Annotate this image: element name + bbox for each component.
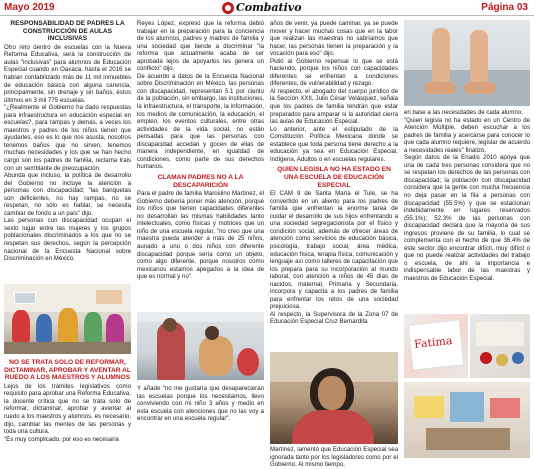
brand-name: Combativo	[236, 1, 302, 14]
column-1-top	[4, 20, 131, 263]
therapy-photo	[137, 312, 264, 380]
craft-word: Fatima	[413, 334, 453, 351]
column-3-top	[270, 20, 398, 326]
paragraph: Al respecto, la Supervisora de la Zona 07 de Educación Especial Cruz Bernardita	[270, 310, 398, 326]
craft-supplies-photo	[470, 314, 530, 378]
paragraph: Lejos de los trámites legislativos como requisito para aprobar una Reforma Educativa, la docente crítica que no se trata solo de reformar, dictaminar, aprobar y aventar al ruedo a los maestros y alumnos, es necesario, dijo, cambiar las mentes de las personas y toda una cultura.	[4, 382, 131, 436]
paragraph: Según datos de la Enadis 2010 apoya que una de cada tres personas considera que no se respetan los derechos de las personas con discapacidad; la población con discapacidad considera que la gente con mucha frecuencia no deja pasar en la fila a personas con discapacidad (55.5%) y que se estacionan indebidamente en lugares reservados (55.1%); 52.3% de las personas con discapacidad declara que la mayoría de sus ingresos proviene de su familia, lo cual se complementa con el hecho de que 36.4% de este sector dijo encontrar difícil, muy difícil o que no puede realizar actividades del trabajo o escuela, de ahí la importancia e indispensable labor de las maestras y maestros de Educación Especial.	[404, 154, 530, 283]
section-heading: NO SE TRATA SOLO DE REFORMAR, DICTAMINAR, APROBAR Y AVENTAR AL RUEDO A LOS MAESTROS Y ALUMNOS	[4, 359, 131, 382]
paragraph: Al respecto, el abogado del cuerpo jurídico de la Sección XXII, Julio César Velásquez, señala que los padres de familia tendrán que estar preparados para amparar si la autoridad cierra las aulas de Educación Especial.	[270, 87, 398, 126]
craft-name-photo	[404, 314, 468, 378]
page-number: Página 03	[481, 2, 528, 13]
paragraph: "Quien legisla no ha estado en un Centro de Atención Múltiple, deben escuchar a los padres de familia y acercarse para conocer lo que cada alumno requiere, legislar de acuerdo a necesidades reales" finalizó.	[404, 116, 530, 154]
section-heading: RESPONSABILIDAD DE PADRES LA CONSTRUCCIÓN DE AULAS INCLUSIVAS	[10, 20, 125, 43]
paragraph: Y añade "no me gustaría que desaparecieran las escuelas porque los necesitamos, llevo conviviendo con mi niño 3 años y medio en esta escuela con atenciones que no las voy a encontrar en una escuela regular".	[137, 385, 264, 423]
logo-mark-icon	[222, 2, 234, 14]
column-4	[404, 109, 530, 283]
feet-photo	[404, 20, 530, 106]
page-header	[0, 0, 534, 16]
paragraph: Para el padre de familia Marcelino Martínez, el Gobierno debería poner más atención, porque los niños que tienen capacidades diferentes no desarrollan las mismas habilidades tanto intelectuales, como físicas y motrices que un niño de una escuela regular, "no creo que una maestra pueda atender a más de 25 niños, aunado a uno o dos niños con diferente discapacidad porque sería como un objeto, como algo diferente, porque nosotros como mexicanos estamos apegados a la idea de que es normal y no".	[137, 190, 264, 281]
paragraph: años de venir, ya puede caminar, ya se puede mover y hacer muchas cosas que en la labor que realizan las maestras no sabríamos que hacer, las personas tienen la preparación y la vocación para eso" dijo.	[270, 20, 398, 58]
section-heading: CLAMAN PADRES NO A LA DESCAPARICIÓN	[157, 173, 244, 189]
paragraph: Las personas con discapacidad ocupan el sexto lugar entre las mujeres y los grupos poblacionales discriminados a los que no se respetan sus derechos, según la percepción nacional de la Encuesta Nacional sobre Discriminación en México.	[4, 217, 131, 263]
section-heading: QUIEN LEGISLA NO HA ESTADO EN UNA ESCUELA DE EDUCACIÓN ESPECIAL	[277, 166, 391, 189]
paragraph: en base a las necesidades de cada alumno.	[404, 109, 523, 116]
classroom-activity-photo	[404, 382, 530, 458]
classroom-photo	[4, 284, 131, 354]
column-1-bottom	[4, 359, 131, 443]
paragraph: El CAM 9 de Santa María el Tule, se ha convertido en un aliento para los padres de familia que enfrentan la enorme tarea de cuidar el desarrollo de sus hijos enfrentando a una sociedad segregacionista por el físico y condición social, además de ofrecer áreas de atención como servicios de educación básica, psicología, trabajo social, área médica, educación física, terapia física, comunicación y lenguaje así como talleres de capacitación que los prepara para su incorporación al mundo laboral, con atención a niños de 45 días de nacidos, maternal, Primaria y Secundaria, incorpora y capacita a los padres de familia para enfrentar los retos de una sociedad prejuiciosa.	[270, 190, 398, 311]
paragraph: De acuerdo a datos de la Encuesta Nacional sobre Discriminación en México, las personas con discapacidad, representan 5.1 por ciento de la población, sin embargo, las instituciones, la infraestructura, el transporte, la información, los medios de comunicación, la educación, el empleo, los eventos culturales, entre otras actividades de la vida social, no están pensadas para que las personas con discapacidad accedan y gocen de ellas de manera independiente, en igualdad de condiciones, como parte de sus derechos humanos.	[137, 72, 264, 171]
column-2-bottom	[137, 385, 264, 423]
column-3-bottom: Martínez, lamentó que Educación Especial sea ignorada tanto por los legisladores como por el Gobierno. Al mismo tiempo,	[270, 446, 398, 469]
paragraph: Reyes López, expresó que la reforma debió trabajar en la preparación para la conciencia de los alumnos, padres y madres de familia y una sociedad que tiende a discriminar "la reforma que actualmente acaba de ser aprobada lejos de apoyarlos les genera un conflicto" dijo.	[137, 20, 264, 73]
paragraph: "Es muy complicado, por eso es necesaria	[4, 435, 119, 443]
paragraph: Abunda que incluso, la política de desarrollo del Gobierno no incluye la atención a personas con discapacidad; "las banquetas son deficientes, no hay rampas, no se respetan, no sólo es hablar, se necesita cambiar de fondo a un país" dijo.	[4, 172, 131, 217]
issue-date: Mayo 2019	[4, 2, 55, 13]
paragraph: Lo anterior, ante el estipulado de la Constitución Política Mexicana donde se establece que toda persona tiene derecho a la educación ya sea en Educación Especial, Indígena, Adultos o en escuelas regulares.	[270, 125, 398, 163]
supervisor-photo	[270, 352, 398, 444]
paragraph: Otro reto dentro de escuelas con la Nueva Reforma Educativa, será la construcción de aulas "inclusivas" para alumnos de Educación Especial cuando en Oaxaca, hasta el 2016 se habían contabilizado más de 11 mil inmuebles de educación básica con alguna carencia, principalmente, sin drenaje y sin baños, éstos últimos en 3 mil 775 escuelas.	[4, 43, 131, 104]
paragraph: "¿Realmente el Gobierno ha dado respuestas para infraestructura en educación especial en escuelas?, para rampas y demás, a veces los maestros y padres de los niños tienen que ayudarles, eso es lo que nos asusta, nosotros tenemos baños que no sirven, tenemos muchas necesidades y los que se han hecho cargo son los padres de familia, reclama Irais con un semblante de preocupación.	[4, 104, 131, 172]
brand-logo	[222, 1, 312, 15]
column-2-top	[137, 20, 264, 281]
paragraph: Pidió al Gobierno repensar lo que se está haciendo, porque los niños con capacidades diferentes se enfrentan a condiciones diferentes, de vulnerabilidad y rezago.	[270, 57, 398, 88]
